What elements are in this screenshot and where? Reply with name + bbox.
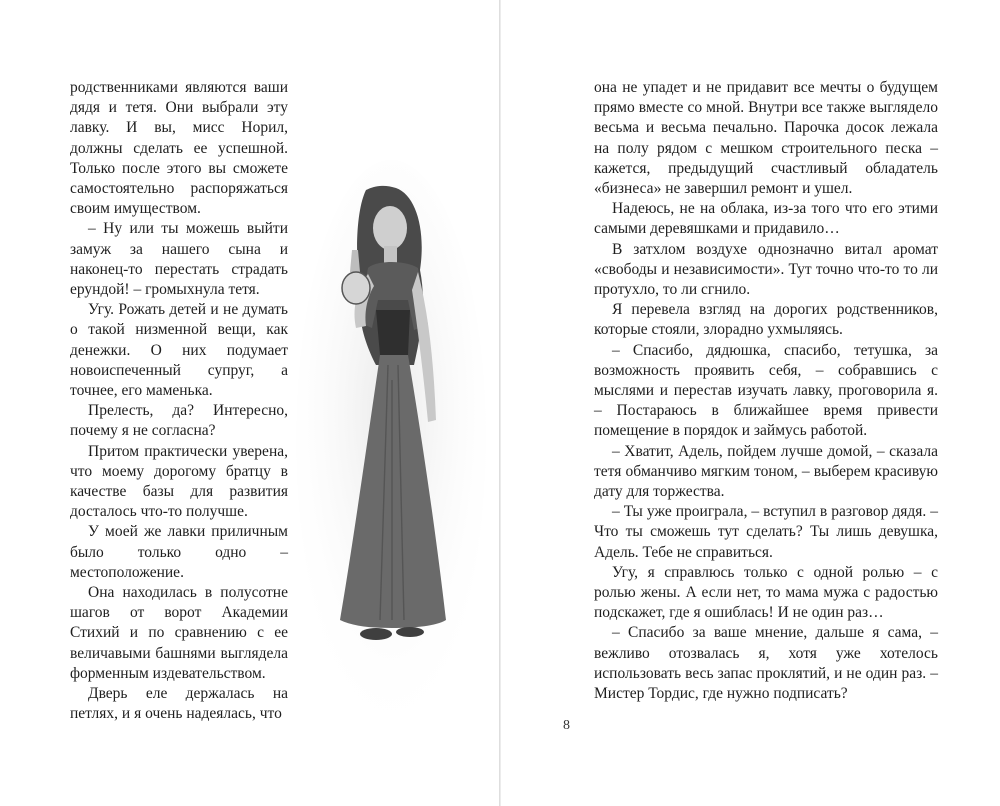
paragraph: Я перевела взгляд на дорогих родственников, которые стояли, злорадно ухмыляясь. xyxy=(594,301,938,339)
paragraph: Прелесть, да? Интересно, почему я не согласна? xyxy=(70,402,288,440)
paragraph: – Ну или ты можешь выйти замуж за нашего сына и наконец-то перестать страдать ерундой! – громыхнула тетя. xyxy=(70,220,288,299)
paragraph: Угу, я справлюсь только с одной ролью – с ролью жены. А если нет, то мама мужа с радостью подскажет, где я ошиблась! И не один раз… xyxy=(594,563,938,622)
right-text-column xyxy=(594,78,938,704)
paragraph: Притом практически уверена, что моему дорогому братцу в качестве базы для развития досталось что-то получше. xyxy=(70,442,288,521)
woman-with-flask-illustration xyxy=(296,150,486,750)
right-page xyxy=(501,0,1000,806)
right-shoe xyxy=(396,627,424,637)
paragraph: она не упадет и не придавит все мечты о будущем прямо вместе со мной. Внутри все также выглядело весьма и весьма печально. Парочка досок лежала на полу рядом с мешком строительного песка – кажется, предыдущий счастливый обладатель «бизнеса» не завершил ремонт и ушел. xyxy=(594,79,938,198)
paragraph: – Хватит, Адель, пойдем лучше домой, – сказала тетя обманчиво мягким тоном, – выберем красивую дату для торжества. xyxy=(594,442,938,501)
paragraph: – Спасибо за ваше мнение, дальше я сама, – вежливо отозвалась я, хотя уже хотелось использовать весь запас проклятий, и не один раз. – Мистер Тордис, где нужно подписать? xyxy=(594,624,938,703)
corset xyxy=(376,310,410,355)
paragraph: В затхлом воздухе однозначно витал аромат «свободы и независимости». Тут точно что-то то ли протухло, то ли сгнило. xyxy=(594,240,938,299)
page-number: 8 xyxy=(563,718,570,733)
flask xyxy=(342,272,370,304)
character-illustration xyxy=(296,150,486,750)
face xyxy=(373,206,407,250)
paragraph: Дверь еле держалась на петлях, и я очень надеялась, что xyxy=(70,685,288,723)
paragraph: родственниками являются ваши дядя и тетя. Они выбрали эту лавку. И вы, мисс Норил, должны сделать ее успешной. Только после этого вы сможете самостоятельно распоряжаться своим имуществом. xyxy=(70,79,288,218)
paragraph: Надеюсь, не на облака, из-за того что его этими самыми деревяшками и придавило… xyxy=(594,200,938,238)
left-text-column xyxy=(70,78,288,725)
neck xyxy=(384,246,397,264)
paragraph: У моей же лавки приличным было только одно – местоположение. xyxy=(70,523,288,581)
paragraph: Она находилась в полусотне шагов от ворот Академии Стихий и по сравнению с ее величавыми башнями выглядела форменным издевательством. xyxy=(70,584,288,682)
paragraph: – Спасибо, дядюшка, спасибо, тетушка, за возможность проявить себя, – собравшись с мыслями и перестав изучать лавку, проговорила я. – Постараюсь в ближайшее время привести помещение в порядок и займусь работой. xyxy=(594,341,938,440)
left-shoe xyxy=(360,628,392,640)
paragraph: – Ты уже проиграла, – вступил в разговор дядя. – Что ты сможешь тут сделать? Ты лишь девушка, Адель. Тебе не справиться. xyxy=(594,503,938,561)
paragraph: Угу. Рожать детей и не думать о такой низменной вещи, как денежки. О них подумает новоиспеченный супруг, а точнее, его маменька. xyxy=(70,301,288,400)
